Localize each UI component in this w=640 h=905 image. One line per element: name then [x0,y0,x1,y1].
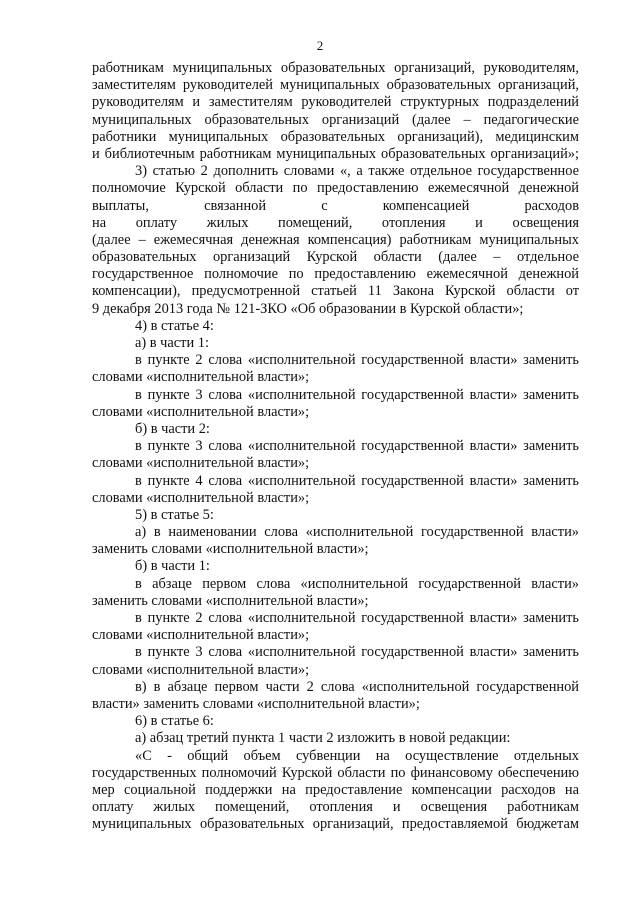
text-line: в пункте 2 слова «исполнительной государственной власти» заменить [135,352,579,369]
text-line: заменить словами «исполнительной власти»; [92,541,369,558]
text-line: словами «исполнительной власти»; [92,661,310,678]
text-line: словами «исполнительной власти»; [92,627,310,644]
text-line: образовательных организаций Курской области (далее – отдельное [92,249,579,266]
text-line: в пункте 2 слова «исполнительной государственной власти» заменить [135,610,579,626]
text-line: б) в части 2: [135,420,210,437]
text-line: государственное полномочие по предоставлению ежемесячной денежной [92,266,579,283]
text-line: словами «исполнительной власти»; [92,369,310,386]
text-line: 9 декабря 2013 года № 121-ЗКО «Об образовании в Курской области»; [92,300,524,317]
text-line: 6) в статье 6: [135,713,214,730]
text-line: и библиотечным работникам муниципальных образовательных организаций»; [92,145,579,162]
text-line: словами «исполнительной власти»; [92,455,310,472]
document-body [92,60,579,833]
text-line: (далее – ежемесячная денежная компенсация) работникам муниципальных [92,231,579,248]
page-number: 2 [316,38,324,53]
text-line: в пункте 3 слова «исполнительной государственной власти» заменить [135,644,579,661]
text-line: заменить словами «исполнительной власти»; [92,592,369,609]
text-line: выплаты, связанной с компенсацией расходов [92,197,579,214]
text-line: 4) в статье 4: [135,317,214,334]
text-line: 5) в статье 5: [135,506,214,523]
text-line: государственных полномочий Курской области по финансовому обеспечению [92,764,579,781]
text-line: а) в части 1: [135,335,209,351]
text-line: руководителям и заместителям руководителей структурных подразделений [92,94,579,111]
text-line: а) в наименовании слова «исполнительной государственной власти» [135,524,579,541]
text-line: компенсации), предусмотренной статьей 11 Закона Курской области от [92,283,579,300]
text-line: в пункте 3 слова «исполнительной государственной власти» заменить [135,438,579,455]
text-line: муниципальных образовательных организаций (далее – педагогические [92,111,579,128]
text-line: мер социальной поддержки на предоставление компенсации расходов на [92,781,579,798]
text-line: муниципальных образовательных организаций, предоставляемой бюджетам [92,816,579,833]
text-line: б) в части 1: [135,558,210,575]
text-line: а) абзац третий пункта 1 части 2 изложить в новой редакции: [135,730,511,747]
text-line: в пункте 4 слова «исполнительной государственной власти» заменить [135,472,579,489]
text-line: словами «исполнительной власти»; [92,403,310,420]
text-line: на оплату жилых помещений, отопления и освещения [92,214,579,231]
text-line: власти» заменить словами «исполнительной власти»; [92,695,420,712]
text-line: работники муниципальных образовательных организаций), медицинским [92,128,579,145]
text-line: заместителям руководителей муниципальных образовательных организаций, [92,77,579,94]
text-line: оплату жилых помещений, отопления и освещения работникам [92,799,579,816]
text-line: полномочие Курской области по предоставлению ежемесячной денежной [92,180,579,197]
text-line: в абзаце первом слова «исполнительной государственной власти» [135,575,579,592]
text-line: 3) статью 2 дополнить словами «, а также отдельное государственное [135,163,579,180]
text-line: в пункте 3 слова «исполнительной государственной власти» заменить [135,386,579,403]
text-line: в) в абзаце первом части 2 слова «исполнительной государственной [135,678,579,695]
text-line: работникам муниципальных образовательных организаций, руководителям, [92,60,579,76]
text-line: «С - общий объем субвенции на осуществление отдельных [135,747,579,764]
text-line: словами «исполнительной власти»; [92,489,310,506]
